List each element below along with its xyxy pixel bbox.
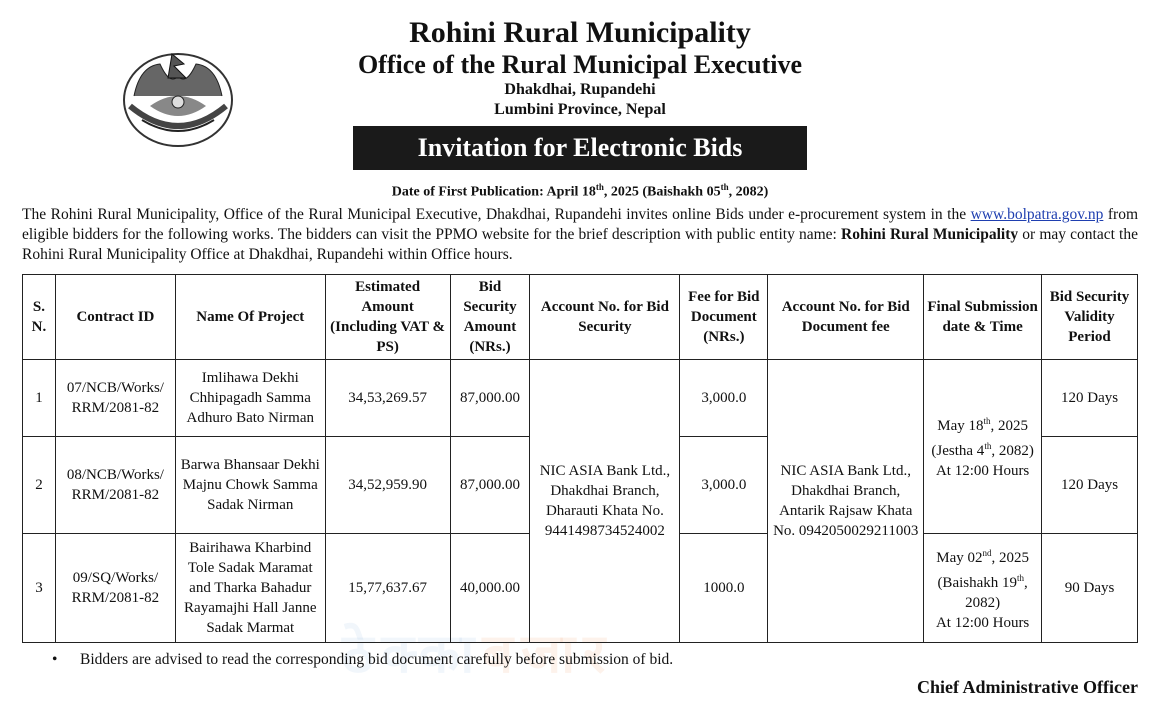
deadline-text: , 2082) (965, 574, 1028, 611)
publication-date (22, 178, 1138, 202)
nepal-government-emblem-icon (120, 46, 236, 150)
cell-sn: 1 (23, 359, 56, 436)
deadline-text: May 02 (936, 549, 983, 566)
cell-project: Imlihawa Dekhi Chhipagadh Samma Adhuro Bato Nirman (175, 359, 325, 436)
intro-text: or may contact the Rohini Rural Municipality Office at Dhakdhai, Rupandehi within Office hours. (22, 225, 1138, 263)
publication-date-mid: , 2025 (Baishakh 05 (603, 184, 721, 200)
cell-estimate: 34,52,959.90 (325, 436, 450, 533)
cell-validity: 90 Days (1042, 533, 1138, 642)
deadline-time: At 12:00 Hours (935, 614, 1030, 631)
header-project: Name Of Project (175, 274, 325, 359)
cell-final-submission (924, 359, 1042, 533)
cell-validity: 120 Days (1042, 436, 1138, 533)
cell-security: 87,000.00 (450, 359, 530, 436)
deadline-text: May 18 (937, 418, 984, 435)
header-account-security: Account No. for Bid Security (530, 274, 680, 359)
cell-contract-id: 08/NCB/Works/ RRM/2081-82 (55, 436, 175, 533)
address-line-1: Dhakdhai, Rupandehi (504, 81, 656, 98)
cell-project: Bairihawa Kharbind Tole Sadak Maramat and Tharka Bahadur Rayamajhi Hall Janne Sadak Marmat (175, 533, 325, 642)
deadline-sup: th (984, 441, 992, 452)
header-estimate: Estimated Amount (Including VAT & PS) (325, 274, 450, 359)
cell-account-fee: NIC ASIA Bank Ltd., Dhakdhai Branch, Antarik Rajsaw Khata No. 0942050029211003 (768, 359, 924, 642)
watermark-text: ठेक्का (342, 621, 483, 685)
intro-text: from eligible bidders for the following works. The bidders can visit the PPMO website for the brief description with public entity name: (22, 205, 1139, 243)
cell-validity: 120 Days (1042, 359, 1138, 436)
cell-estimate: 34,53,269.57 (325, 359, 450, 436)
bids-table (22, 274, 1138, 643)
deadline-sup: th (1017, 572, 1025, 583)
cell-final-submission (924, 533, 1042, 642)
cell-security: 87,000.00 (450, 436, 530, 533)
header-validity: Bid Security Validity Period (1042, 274, 1138, 359)
publication-date-sup: th (595, 182, 604, 192)
deadline-sup: th (983, 416, 991, 427)
bolpatra-link[interactable]: www.bolpatra.gov.np (970, 205, 1104, 223)
office-name: Office of the Rural Municipal Executive (357, 50, 803, 79)
deadline-text: , 2025 (Jestha 4 (931, 418, 1028, 460)
table-header-row (23, 274, 1138, 359)
municipality-name: Rohini Rural Municipality (409, 16, 751, 49)
header-sn: S. N. (23, 274, 56, 359)
header-account-fee: Account No. for Bid Document fee (768, 274, 924, 359)
header-security: Bid Security Amount (NRs.) (450, 274, 530, 359)
bidder-note (22, 650, 1138, 670)
intro-text: The Rohini Rural Municipality, Office of the Rural Municipal Executive, Dhakdhai, Rupandehi invites online Bids under e-procurement system in the (22, 205, 971, 223)
cell-fee: 3,000.0 (680, 436, 768, 533)
publication-date-suffix: , 2082) (728, 184, 769, 200)
publication-date-sup: th (720, 182, 729, 192)
deadline-text: , 2082) (991, 443, 1034, 460)
entity-name: Rohini Rural Municipality (841, 225, 1019, 243)
cell-sn: 2 (23, 436, 56, 533)
intro-paragraph (22, 205, 1138, 265)
deadline-text: , 2025 (Baishakh 19 (937, 549, 1029, 591)
publication-date-prefix: Date of First Publication: April 18 (391, 184, 596, 200)
cell-project: Barwa Bhansaar Dekhi Majnu Chowk Samma Sadak Nirman (175, 436, 325, 533)
deadline-sup: nd (982, 547, 992, 558)
header-final-submission: Final Submission date & Time (924, 274, 1042, 359)
header-fee: Fee for Bid Document (NRs.) (680, 274, 768, 359)
watermark-text: बजार (482, 621, 614, 685)
deadline-time: At 12:00 Hours (935, 463, 1030, 480)
cell-account-security: NIC ASIA Bank Ltd., Dhakdhai Branch, Dharauti Khata No. 9441498734524002 (530, 359, 680, 642)
cell-fee: 3,000.0 (680, 359, 768, 436)
address-line-2: Lumbini Province, Nepal (494, 101, 666, 118)
cell-estimate: 15,77,637.67 (325, 533, 450, 642)
table-row (23, 359, 1138, 436)
signature-title: Chief Administrative Officer (917, 676, 1138, 697)
cell-sn: 3 (23, 533, 56, 642)
notice-title-banner: Invitation for Electronic Bids (353, 126, 807, 170)
cell-fee: 1000.0 (680, 533, 768, 642)
cell-contract-id: 07/NCB/Works/ RRM/2081-82 (55, 359, 175, 436)
cell-contract-id: 09/SQ/Works/ RRM/2081-82 (55, 533, 175, 642)
cell-security: 40,000.00 (450, 533, 530, 642)
bidder-note-text: Bidders are advised to read the corresponding bid document carefully before submission of bid. (80, 650, 674, 668)
header-contract-id: Contract ID (55, 274, 175, 359)
